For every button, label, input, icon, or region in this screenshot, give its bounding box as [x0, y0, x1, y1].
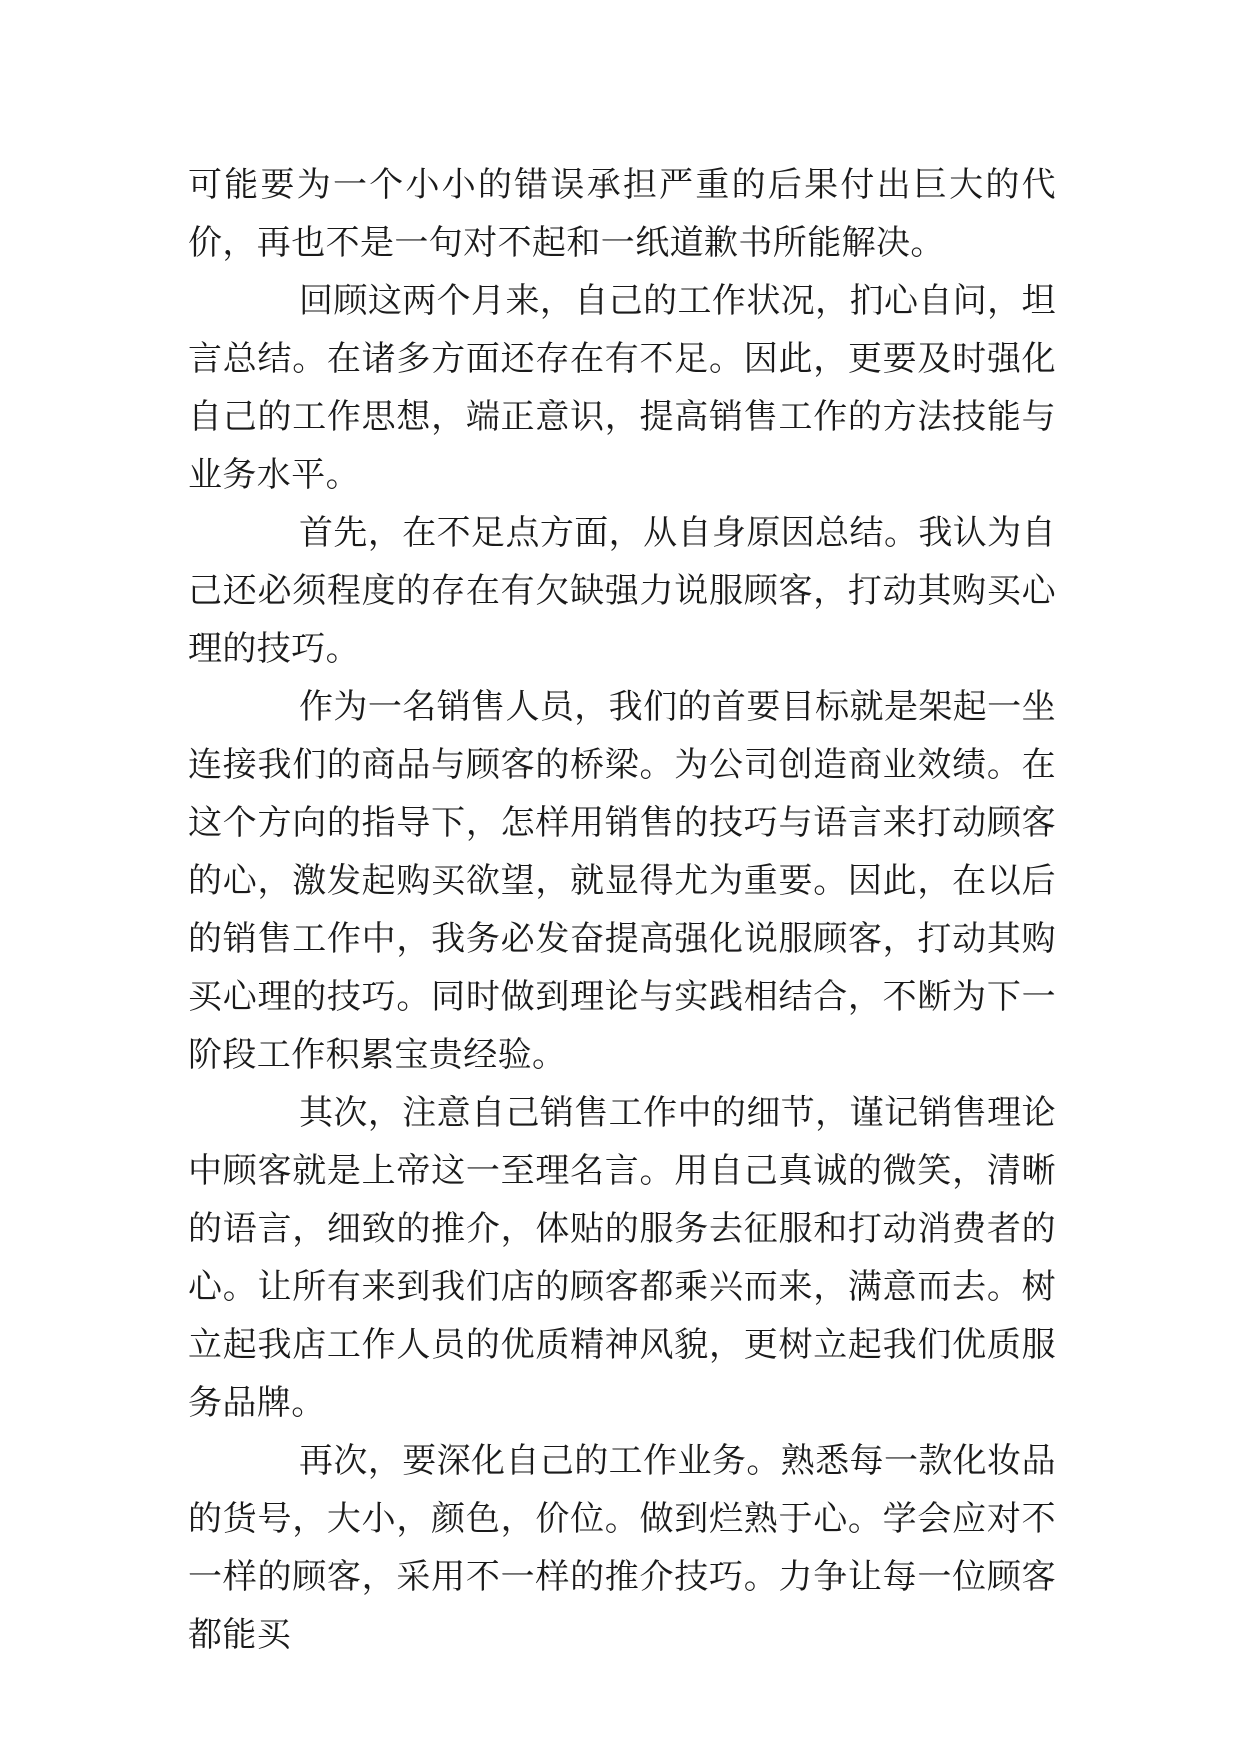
paragraph-first-point: 首先，在不足点方面，从自身原因总结。我认为自己还必须程度的存在有欠缺强力说服顾客，打动其购买心理的技巧。: [188, 513, 1056, 669]
paragraph-second-point: 其次，注意自己销售工作中的细节，谨记销售理论中顾客就是上帝这一至理名言。用自己真诚的微笑，清晰的语言，细致的推介，体贴的服务去征服和打动消费者的心。让所有来到我们店的顾客都乘兴而来，满意而去。树立起我店工作人员的优质精神风貌，更树立起我们优质服务品牌。: [188, 1093, 1056, 1423]
paragraph-continuation: 可能要为一个小小的错误承担严重的后果付出巨大的代价，再也不是一句对不起和一纸道歉书所能解决。: [188, 165, 1056, 263]
paragraph-third-point: 再次，要深化自己的工作业务。熟悉每一款化妆品的货号，大小，颜色，价位。做到烂熟于心。学会应对不一样的顾客，采用不一样的推介技巧。力争让每一位顾客都能买: [188, 1441, 1056, 1655]
paragraph-sales-goal: 作为一名销售人员，我们的首要目标就是架起一坐连接我们的商品与顾客的桥梁。为公司创造商业效绩。在这个方向的指导下，怎样用销售的技巧与语言来打动顾客的心，激发起购买欲望，就显得尤为重要。因此，在以后的销售工作中，我务必发奋提高强化说服顾客，打动其购买心理的技巧。同时做到理论与实践相结合，不断为下一阶段工作积累宝贵经验。: [188, 687, 1056, 1075]
document-body: [188, 156, 1056, 1664]
paragraph-review: 回顾这两个月来，自己的工作状况，扪心自问，坦言总结。在诸多方面还存在有不足。因此，更要及时强化自己的工作思想，端正意识，提高销售工作的方法技能与业务水平。: [188, 281, 1056, 495]
